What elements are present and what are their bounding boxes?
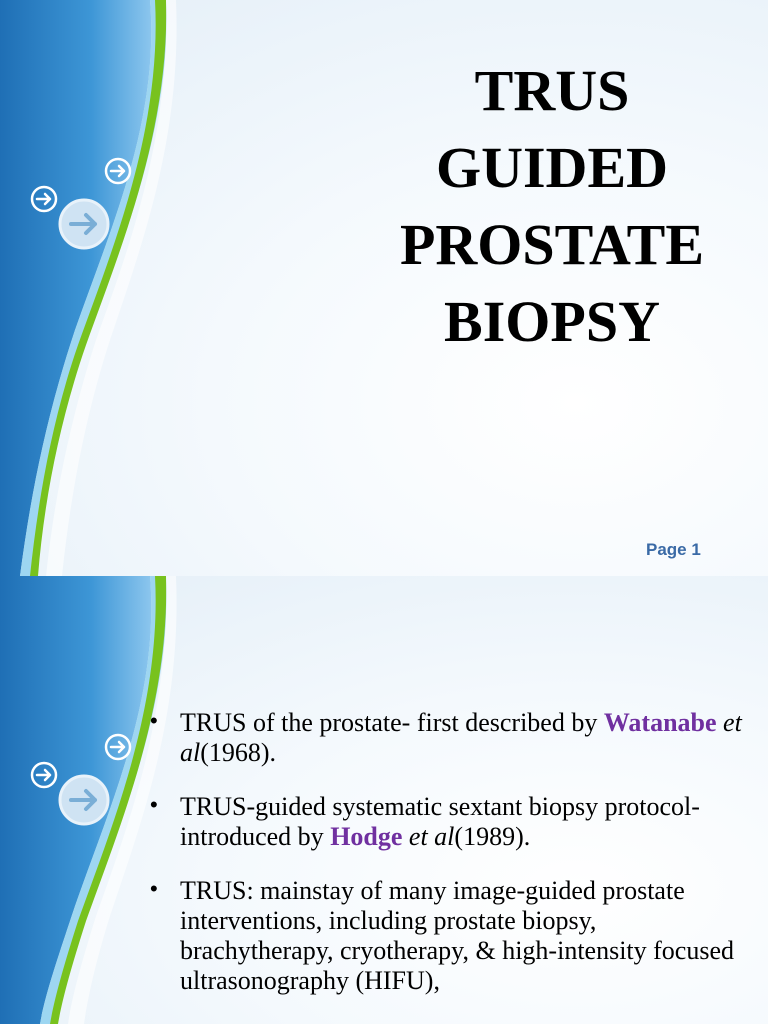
bullet-text: TRUS: mainstay of many image-guided prostate interventions, including prostate biopsy, brachytherapy, cryotherapy, & high-intensity focused ultrasonography (HIFU),: [180, 876, 734, 995]
list-item: [146, 792, 746, 852]
bullet-marker: •: [150, 792, 158, 817]
list-item: [146, 708, 746, 768]
title-line: TRUS: [474, 58, 630, 123]
bullet-text: TRUS of the prostate- first described by: [180, 708, 604, 737]
arrow-right-icon: [30, 761, 58, 789]
bullet-text: TRUS-guided systematic sextant biopsy protocol- introduced by: [180, 792, 700, 851]
title-line: BIOPSY: [444, 289, 660, 354]
author-name: Hodge: [330, 822, 403, 851]
bullet-marker: •: [150, 876, 158, 901]
content-slide: [0, 576, 768, 1024]
arrow-right-icon: [104, 733, 132, 761]
arrow-right-icon: [104, 157, 132, 185]
bullet-marker: •: [150, 708, 158, 733]
author-name: Watanabe: [603, 708, 717, 737]
arrow-right-icon: [58, 774, 110, 826]
page-number: Page 1: [646, 540, 701, 559]
arrow-right-icon: [58, 198, 110, 250]
title-line: PROSTATE: [399, 212, 705, 277]
et-al: et al: [402, 822, 455, 851]
title-line: GUIDED: [435, 135, 669, 200]
bullet-year: (1968).: [200, 738, 277, 767]
list-item: [146, 876, 746, 996]
slide-title: [380, 52, 724, 360]
et-al: et al: [180, 708, 742, 767]
arrow-right-icon: [30, 185, 58, 213]
bullet-list: [146, 708, 746, 1020]
bullet-year: (1989).: [454, 822, 531, 851]
